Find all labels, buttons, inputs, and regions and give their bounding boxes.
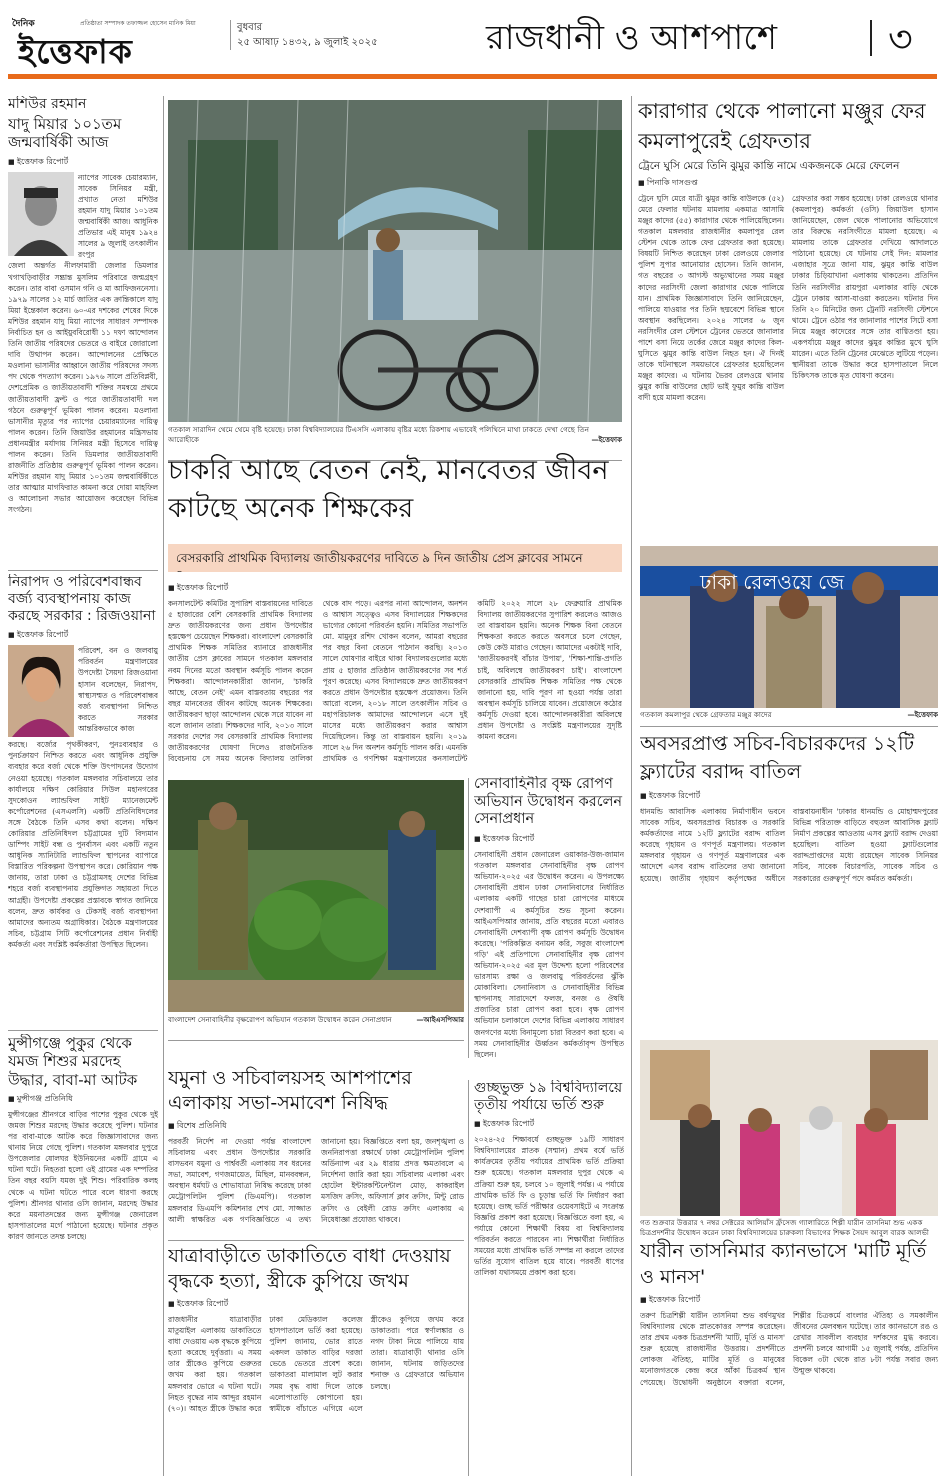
article-deck: বেসরকারি প্রাথমিক বিদ্যালয় জাতীয়করণের দাবিতে ৯ দিন জাতীয় প্রেস ক্লাবের সামনে [168, 544, 622, 572]
article-body: জেলা অন্তর্গত নীলফামারী জেলার ডিমলার খগাখড়িবাড়ীর সম্ভ্রান্ত মুসলিম পরিবারে জন্মগ্রহণ করেন। তার বাবা ওসমান গনি ও মা আফিজননেসা। ১৯৭৯ সালের ১২ মার্চ জাতির এক ক্রান্তিকালে যাদু মিয়া ইন্তেকাল করেন। ৬০-এর দশকের শেষের দিকে মশিউর রহমান যাদু মিয়া ন্যাপের সাধারণ সম্পাদক নির্বাচিত হন ও আইয়ুববিরোধী ১১ দফা আন্দোলন তিনি জাতীয় পরিষদের ভেতরে ও বাইরে জোরালো দাবি উত্থাপন করেন। আন্দোলনের প্রেক্ষিতে মওলানা ভাসানীর আহ্বানে জাতীয় পরিষদের সদস্য পদ থেকে পদত্যাগ করেন। ১৯৭৬ সালে প্রতিবিপ্লবী, দেশপ্রেমিক ও জাতীয়তাবাদী শক্তির সমন্বয়ে প্রথমে জাতীয়তাবাদী ফ্রন্ট ও পরে জাতীয়তাবাদী দল গঠনে গুরুত্বপূর্ণ ভূমিকা পালন করেন। মওলানা ভাসানীর মৃত্যুর পর ন্যাপের চেয়ারম্যানের দায়িত্ব পালন করেন। তিনি জিয়াউর রহমানের মন্ত্রিসভায় প্রধানমন্ত্রীর মর্যাদায় সিনিয়র মন্ত্রী হিসেবে দায়িত্ব পালন করেন। তিনি ডিমলার জাতীয়তাবাদী রাজনীতি প্রতিষ্ঠায় গুরুত্বপূর্ণ ভূমিকা পালন করেন। মশিউর রহমান যাদু মিয়ার ১০১তম জন্মবার্ষিকীতে তার আত্মার মাগফিরাত কামনা করে দোয়া মাহফিল ও আলোচনা সভার আয়োজন করেছেন বিভিন্ন সংগঠন। [8, 261, 158, 515]
article-body: ২০২৪-২৫ শিক্ষাবর্ষে গুচ্ছভুক্ত ১৯টি সাধারণ বিশ্ববিদ্যালয়ের স্নাতক (সম্মান) প্রথম বর্ষে ভর্তি কার্যক্রমের তৃতীয় পর্যায়ের প্রাথমিক ভর্তি প্রক্রিয়া শুরু হয়েছে। গতকাল মঙ্গলবার দুপুর থেকে এ প্রক্রিয়া শুরু হয়, চলবে ১০ জুলাই পর্যন্ত। এ পর্যায়ে প্রাথমিক ভর্তি ফি ও চূড়ান্ত ভর্তি ফি নির্ধারণ করা হয়েছে। গুচ্ছ ভর্তি পরীক্ষার ওয়েবসাইটে এ সংক্রান্ত বিজ্ঞপ্তি প্রকাশ করা হয়েছে। বিজ্ঞপ্তিতে বলা হয়, এ পর্যায়ে কোনো শিক্ষার্থী বিষয় বা বিশ্ববিদ্যালয় পরিবর্তন করতে পারবেন না। শিক্ষার্থীরা নির্ধারিত সময়ের মধ্যে প্রাথমিক ভর্তি সম্পন্ন না করলে তাদের ভর্তির সুযোগ বাতিল হয়ে যাবে। পরবর্তী ধাপের তালিকা যথাসময়ে প্রকাশ করা হবে। [474, 1135, 624, 1278]
article-body: সেনাবাহিনী প্রধান জেনারেল ওয়াকার-উজ-জামান গতকাল মঙ্গলবার সেনাবাহিনীর বৃক্ষ রোপণ অভিযান-২০২৫ এর উদ্বোধন করেন। এ উপলক্ষ্যে সেনাবাহিনী প্রধান ঢাকা সেনানিবাসের নির্ধারিত এলাকায় একটি গাছের চারা রোপণের মাধ্যমে দেশব্যাপী এ কর্মসূচির শুভ সূচনা করেন। আইএসপিআর জানায়, প্রতি বছরের মতো এবারও সেনাবাহিনী দেশব্যাপী বৃক্ষ রোপণ কর্মসূচি উদ্বোধন করেছে। 'পরিকল্পিত বনায়ন করি, সবুজ বাংলাদেশ গড়ি' এই প্রতিপাদ্যে সেনাবাহিনীর বৃক্ষ রোপণ অভিযান-২০২৫ এর মূল উদ্দেশ্য হলো পরিবেশের ভারসাম্য রক্ষা ও জলবায়ু পরিবর্তনের ঝুঁকি মোকাবিলা। সেনানিবাস ও সেনাবাহিনীর বিভিন্ন স্থাপনাসহ সারাদেশে ফলজ, বনজ ও ঔষধি প্রজাতির চারা রোপণ করা হবে। বৃক্ষ রোপণ অভিযান চলাকালে দেশের বিভিন্ন এলাকায় সাধারণ জনগণের মধ্যে বিনামূল্যে চারা বিতরণ করা হবে। এ সময় সেনাবাহিনীর ঊর্ধ্বতন কর্মকর্তাবৃন্দ উপস্থিত ছিলেন। [474, 850, 624, 1059]
exhibition-photo [640, 1040, 938, 1216]
page-number: ৩ [888, 17, 913, 61]
logo-tagline: প্রতিষ্ঠাতা সম্পাদক তফাজ্জল হোসেন মানিক মিয়া [80, 20, 196, 27]
portrait-photo [8, 645, 74, 737]
arrest-photo [640, 546, 938, 708]
article-headline[interactable]: চাকরি আছে বেতন নেই, মানবেতর জীবন কাটছে অনেক শিক্ষকের [168, 455, 609, 524]
caption-text: গত শুক্রবার উত্তরার ৭ নম্বর সেক্টরের আলিয়াঁস ফ্রঁসেজ গ্যালারিতে শিল্পী যারীন তাসনিমা শুভ একক চিত্রপ্রদর্শনীর উদ্বোধন করেন ঢাকা বিশ্ববিদ্যালয়ের চারুকলা বিভাগের শিক্ষক সৈয়দ আবুল বারক আলভী [640, 1218, 929, 1237]
teachers-headline-block [168, 450, 622, 550]
masthead [8, 6, 937, 72]
article-byline: ■ মুন্সীগঞ্জ প্রতিনিধি [8, 1093, 158, 1106]
article-admission [474, 1080, 624, 1478]
article-intro: ন্যাপের সাবেক চেয়ারম্যান, সাবেক সিনিয়র মন্ত্রী, প্রখ্যাত নেতা মশিউর রহমান যাদু মিয়ার ১০১তম জন্মবার্ষিকী আজ। আধুনিক প্রতিভার এই মানুষ ১৯২৪ সালের ৯ জুলাই তৎকালীন রংপুর [78, 172, 158, 260]
article-headline[interactable]: নিরাপদ ও পরিবেশবান্ধব বর্জ্য ব্যবস্থাপনায় কাজ করছে সরকার : রিজওয়ানা [8, 574, 156, 625]
divider [8, 570, 158, 571]
article-byline: ■ ইত্তেফাক রিপোর্ট [640, 1294, 938, 1307]
photo-credit: —আইএসপিআর [416, 1016, 464, 1024]
column-rule [468, 778, 469, 1058]
edition-full-date: ২৫ আষাঢ় ১৪৩২, ৯ জুলাই ২০২৫ [237, 37, 378, 48]
caption-text: বাংলাদেশ সেনাবাহিনীর বৃক্ষরোপণ অভিযান গতকাল উদ্বোধন করেন সেনাপ্রধান [168, 1015, 392, 1024]
caption-text: গতকাল সারাদিন থেমে থেমে বৃষ্টি হয়েছে। ঢাকা বিশ্ববিদ্যালয়ের টিএসসি এলাকায় বৃষ্টির মধ্যে রিকশায় এভাবেই পলিথিনে মাথা ঢাকতে দেখা গেছে তিন আরোহীকে [168, 425, 590, 444]
article-byline: ■ ইত্তেফাক রিপোর্ট [640, 790, 938, 803]
article-headline[interactable]: যারীন তাসনিমার ক্যানভাসে 'মাটি মূর্তি ও মানস' [640, 1240, 927, 1288]
header-rule [8, 74, 937, 79]
article-intro: পরিবেশ, বন ও জলবায়ু পরিবর্তন মন্ত্রণালয়ের উপদেষ্টা সৈয়দা রিজওয়ানা হাসান বলেছেন, নিরাপদ, স্বাস্থ্যসম্মত ও পরিবেশবান্ধব বর্জ্য ব্যবস্থাপনা নিশ্চিত করতে সরকার আন্তরিকভাবে কাজ [78, 646, 158, 733]
article-body-continued: গ্রেফতার করা সম্ভব হয়েছে। ঢাকা রেলওয়ে থানার (কমলাপুর) কর্মকর্তা (ওসি) জিয়াউল হাসান জানিয়েছেন, জেল থেকে পালানোর অভিযোগে তার বিরুদ্ধে নরসিংদীতে মামলা হয়েছে। এ মামলায় তাকে গ্রেফতার দেখিয়ে আদালতে পাঠানো হয়েছে। যে ঘটনায় সেই দিন: মামলার এজাহার সূত্রে জানা যায়, ঝুমুর কান্তি বাউল ঢাকার চিড়িয়াখানা এলাকায় থাকতেন। প্রতিদিন তিনি নরসিংদীর রায়পুরা এলাকার বাড়ি থেকে ট্রেনে ঢাকায় আসা-যাওয়া করতেন। ঘটনার দিন তিনি ২০ মিনিটের জন্য ট্রেনটি নরসিংদী স্টেশনে থামে। ট্রেনে ওঠার পর জানালার পাশের সিটে বসা নিয়ে মঞ্জুর কাদেরের সঙ্গে তার বাগ্বিতণ্ডা হয়। একপর্যায়ে মঞ্জুর কাদের ঝুমুর কান্তির মুখে ঘুসি মারেন। এতে তিনি ট্রেনের মেঝেতে লুটিয়ে পড়েন। স্থানীয়রা তাকে উদ্ধার করে হাসপাতালে নিলে চিকিৎসক তাকে মৃত ঘোষণা করেন। [792, 193, 938, 381]
article-headline[interactable]: যাদু মিয়ার ১০১তম জন্মবার্ষিকী আজ [8, 115, 122, 152]
page-section-title: রাজধানী ও আশপাশে [486, 18, 778, 58]
edition-day: বুধবার [237, 22, 263, 33]
article-twins [8, 1034, 158, 1478]
newspaper-logo[interactable] [12, 16, 202, 71]
article-body: রাজধানীর যাত্রাবাড়ীর মাতুয়াইল এলাকায় ডাকাতিতে বাধা দেওয়ায় এক বৃদ্ধকে কুপিয়ে হত্যা করেছে দুর্বৃত্তরা। এ সময় তার স্ত্রীকেও কুপিয়ে গুরুতর জখম করা হয়। গতকাল মঙ্গলবার ভোরে এ ঘটনা ঘটে। নিহত বৃদ্ধের নাম আব্দুর রহমান (৭০)। আহত স্ত্রীকে উদ্ধার করে ঢাকা মেডিক্যাল কলেজ হাসপাতালে ভর্তি করা হয়েছে। পুলিশ জানায়, ভোর রাতে একদল ডাকাত বাড়ির দরজা ভেঙে ভেতরে প্রবেশ করে। ডাকাতরা মালামাল লুট করার সময় বৃদ্ধ বাধা দিলে তাকে এলোপাতাড়ি কোপানো হয়। স্বামীকে বাঁচাতে এগিয়ে এলে স্ত্রীকেও কুপিয়ে জখম করে ডাকাতরা। পরে স্বর্ণালঙ্কার ও নগদ টাকা নিয়ে পালিয়ে যায় তারা। যাত্রাবাড়ী থানার ওসি জানান, ঘটনায় জড়িতদের শনাক্ত ও গ্রেফতারে অভিযান চলছে। [168, 1315, 464, 1413]
article-headline[interactable]: যাত্রাবাড়ীতে ডাকাতিতে বাধা দেওয়ায় বৃদ্ধকে হত্যা, স্ত্রীকে কুপিয়ে জখম [168, 1245, 451, 1292]
photo-credit: —ইত্তেফাক [591, 436, 622, 444]
article-headline[interactable]: কারাগার থেকে পালানো মঞ্জুর ফের কমলাপুরেই গ্রেফতার [638, 99, 926, 153]
article-byline: ■ ইত্তেফাক রিপোর্ট [474, 1118, 624, 1131]
signboard-text: ঢাকা রেলওয়ে জে [700, 570, 845, 594]
article-byline: ■ ইত্তেফাক রিপোর্ট [168, 1298, 464, 1311]
article-byline: ■ বিশেষ প্রতিনিধি [168, 1120, 464, 1133]
article-author: মশিউর রহমান [8, 96, 87, 112]
article-deck: ট্রেনে ঘুসি মেরে তিনি ঝুমুর কান্তি নামে একজনকে মেরে ফেলেন [638, 160, 900, 172]
article-byline: ■ ইত্তেফাক রিপোর্ট [8, 629, 158, 642]
portrait-photo [8, 172, 74, 256]
article-teachers [168, 578, 622, 774]
article-headline[interactable]: যমুনা ও সচিবালয়সহ আশপাশের এলাকায় সভা-সমাবেশ নিষিদ্ধ [168, 1067, 412, 1114]
logo-wordmark: ইত্তেফাক [18, 32, 133, 71]
article-byline: ■ ইত্তেফাক রিপোর্ট [474, 833, 624, 846]
column-rule [631, 96, 632, 1476]
article-body: করছে। বর্জ্যের পৃথকীকরণ, পুনঃব্যবহার ও পুনর্চক্রায়ণ নিশ্চিত করতে এবং আধুনিক প্রযুক্তি ব্যবহার করে বর্জ্য থেকে শক্তি উৎপাদনের উদ্যোগ নেওয়া হয়েছে। গতকাল মঙ্গলবার সচিবালয়ে তার কার্যালয়ে দক্ষিণ কোরিয়ার সিউল মহানগরের সুদকোওন ল্যান্ডফিল সাইট ম্যানেজমেন্ট কর্পোরেশনের (এসএলসি) একটি প্রতিনিধিদলের সঙ্গে বৈঠকে তিনি এসব কথা বলেন। দক্ষিণ কোরিয়ার প্রতিনিধিদল চট্টগ্রামের দুটি বিদ্যমান ডাম্পিং সাইট বন্ধ ও পুনর্বাসন এবং একটি নতুন আধুনিক স্যানিটারি ল্যান্ডফিল স্থাপনের ব্যাপারে বিস্তারিত পরিকল্পনা উপস্থাপন করে। কোরিয়ান পক্ষ জানায়, তারা ঢাকা ও চট্টগ্রামসহ দেশের বিভিন্ন শহরে বর্জ্য ব্যবস্থাপনায় প্রযুক্তিগত সহায়তা দিতে আগ্রহী। উপদেষ্টা প্রকল্পের প্রস্তাবকে স্বাগত জানিয়ে বলেন, দ্রুত কার্যকর ও টেকসই বর্জ্য ব্যবস্থাপনা আমাদের অন্যতম অগ্রাধিকার। বৈঠকে মন্ত্রণালয়ের সচিব, চট্টগ্রাম সিটি কর্পোরেশনের প্রধান নির্বাহী কর্মকর্তা এবং সংশ্লিষ্ট কর্মকর্তারা উপস্থিত ছিলেন। [8, 740, 158, 949]
article-army [474, 776, 624, 1066]
photo-caption [640, 1218, 938, 1238]
tree-plantation-photo [168, 780, 464, 1012]
article-body: মুন্সীগঞ্জের শ্রীনগরে বাড়ির পাশের পুকুর থেকে দুই জমজ শিশুর মরদেহ উদ্ধার করেছে পুলিশ। ঘটনার পর বাবা-মাকে আটক করে জিজ্ঞাসাবাদের জন্য থানায় নিয়ে গেছে পুলিশ। গতকাল মঙ্গলবার দুপুরে উপজেলার ষোলঘর ইউনিয়নের একটি গ্রামে এ ঘটনা ঘটে। নিহতরা হলো ওই গ্রামের এক দম্পতির তিন বছর বয়সি যমজ দুই শিশু। পরিবারিক কলহ থেকে এ ঘটনা ঘটতে পারে বলে ধারণা করছে পুলিশ। শ্রীনগর থানার ওসি জানান, মরদেহ উদ্ধার করে ময়নাতদন্তের জন্য মুন্সীগঞ্জ জেনারেল হাসপাতালের মর্গে পাঠানো হয়েছে। ঘটনার প্রকৃত কারণ জানতে তদন্ত চলছে। [8, 1109, 158, 1241]
logo-prefix: দৈনিক [12, 19, 35, 29]
article-headline[interactable]: সেনাবাহিনীর বৃক্ষ রোপণ অভিযান উদ্বোধন করলেন সেনাপ্রধান [474, 776, 623, 828]
article-headline[interactable]: মুন্সীগঞ্জে পুকুর থেকে যমজ শিশুর মরদেহ উদ্ধার, বাবা-মা আটক [8, 1034, 138, 1089]
column-rule [163, 96, 164, 1476]
article-byline: ■ ইত্তেফাক রিপোর্ট [168, 582, 622, 595]
photo-caption [168, 1015, 464, 1037]
article-headline[interactable]: গুচ্ছভুক্ত ১৯ বিশ্ববিদ্যালয়ে তৃতীয় পর্যায়ে ভর্তি শুরু [474, 1080, 623, 1114]
article-prison [638, 96, 938, 536]
article-headline[interactable]: অবসরপ্রাপ্ত সচিব-বিচারকদের ১২টি ফ্ল্যাটের বরাদ্দ বাতিল [640, 732, 915, 783]
photo-credit: —ইত্তেফাক [907, 711, 938, 719]
article-byline: ■ ইত্তেফাক রিপোর্ট [8, 156, 158, 169]
photo-caption [640, 710, 938, 724]
article-body: তরুণ চিত্রশিল্পী যারীন তাসনিমা শুভ বর্ষণমুখর বিশ্ববিদ্যালয় থেকে স্নাতকোত্তর সম্পন্ন করেছেন। তার প্রথম একক চিত্রপ্রদর্শনী 'মাটি, মূর্তি ও মানস' শুরু হয়েছে রাজধানীর উত্তরায়। প্রদর্শনীতে লোকজ ঐতিহ্য, মাটির মূর্তি ও মানুষের মনোজগতকে কেন্দ্র করে আঁকা চিত্রকর্ম স্থান পেয়েছে। উদ্বোধনী অনুষ্ঠানে বক্তারা বলেন, শিল্পীর চিত্রকর্মে বাংলার ঐতিহ্য ও সমকালীন জীবনের মেলবন্ধন ঘটেছে। তার ক্যানভাসে রঙ ও রেখার সাবলীল ব্যবহার দর্শকদের মুগ্ধ করবে। প্রদর্শনী চলবে আগামী ১৫ জুলাই পর্যন্ত, প্রতিদিন বিকেল ৩টা থেকে রাত ৮টা পর্যন্ত সবার জন্য উন্মুক্ত থাকবে। [640, 1311, 938, 1387]
caption-text: গতকাল কমলাপুর থেকে গ্রেফতার মঞ্জুর কাদের [640, 710, 772, 719]
article-rizwana [8, 574, 158, 1024]
article-body: ধানমন্ডি আবাসিক এলাকায় নির্মাণাধীন ভবনে সাবেক সচিব, অবসরপ্রাপ্ত বিচারক ও সরকারি কর্মকর্তাদের নামে ১২টি ফ্ল্যাটের বরাদ্দ বাতিল করেছে গৃহায়ন ও গণপূর্ত মন্ত্রণালয়। গতকাল মঙ্গলবার গৃহায়ন ও গণপূর্ত মন্ত্রণালয়ের এক আদেশে এসব বরাদ্দ বাতিলের তথ্য জানানো হয়েছে। জাতীয় গৃহায়ণ কর্তৃপক্ষের অধীনে বাস্তবায়নাধীন 'ঢাকার ধানমন্ডি ও মোহাম্মদপুরের বিভিন্ন পরিত্যক্ত বাড়িতে বহুতল আবাসিক ফ্ল্যাট নির্মাণ প্রকল্পের আওতায় এসব ফ্ল্যাট বরাদ্দ দেওয়া হয়েছিল। বাতিল হওয়া ফ্ল্যাটগুলোর বরাদ্দপ্রাপ্তদের মধ্যে রয়েছেন সাবেক সিনিয়র সচিব, সাবেক বিচারপতি, সাবেক সচিব ও সরকারের গুরুত্বপূর্ণ পদে কর্মরত কর্মকর্তা। [640, 807, 938, 883]
rickshaw-rain-photo [168, 100, 622, 422]
article-body: ট্রেনে ঘুসি মেরে যাত্রী ঝুমুর কান্তি বাউলকে (৫২) মেরে ফেলার ঘটনায় মামলায় একমাত্র আসামি মঞ্জুর কাদের (৫৫) কারাগার থেকে পালিয়েছিলেন। গতকাল মঙ্গলবার রাজধানীর কমলাপুর রেল স্টেশন থেকে তাকে ফের গ্রেফতার করা হয়েছে। বিষয়টি নিশ্চিত করেছেন ঢাকা রেলওয়ে জেলার পুলিশ সুপার আনোয়ার হোসেন। তিনি জানান, গত বছরের ৩ আগস্ট অভ্যুত্থানের সময় মঞ্জুর কাদের নরসিংদী জেলা কারাগার থেকে পালিয়ে যান। প্রাথমিক জিজ্ঞাসাবাদে তিনি জানিয়েছেন, পালিয়ে যাওয়ার পর তিনি ছদ্মবেশে বিভিন্ন স্থানে অবস্থান করছিলেন। ২০২৪ সালের ৬ জুন নরসিংদীর রেল স্টেশনে ট্রেনের ভেতরে জানালার পাশে বসা নিয়ে তর্কের জেরে মঞ্জুর কাদের কিল-ঘুসিতে ঝুমুর কান্তি বাউল নিহত হন। ঐ দিনই তাকে ঘটনাস্থলে সময়ভাবে গ্রেফতার হয়েছিলেন মঞ্জুর কাদের। এ ঘটনায় ভৈরব রেলওয়ে থানায় ঝুমুর কান্তি বাউলের ছোট ভাই ফুমুর কান্তি বাউল বাদী হয়ে মামলা করেন। [638, 193, 784, 403]
article-jamuna [168, 1066, 464, 1236]
article-body: কনসালটেন্ট কমিটির সুপারিশ বাস্তবায়নের দাবিতে ৫ হাজারের বেশি বেসরকারি প্রাথমিক বিদ্যালয় দ্রুত জাতীয়করণের জন্য প্রধান উপদেষ্টার হস্তক্ষেপ চেয়েছেন শিক্ষকরা। বাংলাদেশ বেসরকারি প্রাথমিক শিক্ষক সমিতির ব্যানারে রাজধানীর জাতীয় প্রেস ক্লাবের সামনে গতকাল মঙ্গলবার নবম দিনের মতো অবস্থান কর্মসূচি পালন করেন শিক্ষকরা। আন্দোলনকারীরা জানান, 'চাকরি আছে, বেতন নেই' এমন বাস্তবতায় বছরের পর বছর মানবেতর জীবন কাটছে অনেক শিক্ষকের। জাতীয়করণ ছাড়া আন্দোলন থেকে সরে যাবেন না বলে জানান তারা। শিক্ষকদের দাবি, ২০১৩ সালে সরকার দেশের সব বেসরকারি প্রাথমিক বিদ্যালয় জাতীয়করণের ঘোষণা দিলেও রাজনৈতিক বিবেচনায় সে সময় অনেক বিদ্যালয় তালিকা থেকে বাদ পড়ে। এরপর নানা আন্দোলন, অনশন ও আশ্বাস সত্ত্বেও এসব বিদ্যালয়ের শিক্ষকদের ভাগ্যের কোনো পরিবর্তন হয়নি। সমিতির সভাপতি মো. মামুনুর রশিদ খোকন বলেন, আমরা বছরের পর বছর বিনা বেতনে পাঠদান করছি। ২০১৩ সালে ঘোষণার বাইরে থাকা বিদ্যালয়গুলোর মধ্যে প্রায় ৫ হাজার প্রতিষ্ঠান জাতীয়করণের সব শর্ত পূরণ করেছে। এসব বিদ্যালয়কে দ্রুত জাতীয়করণ করতে প্রধান উপদেষ্টার হস্তক্ষেপ প্রয়োজন। তিনি আরো বলেন, ২০১৮ সালে তৎকালীন সচিব ও মহাপরিচালক আমাদের আন্দোলনে এসে দুই মাসের মধ্যে জাতীয়করণ করার আশ্বাস দিয়েছিলেন। কিন্তু তা বাস্তবায়ন হয়নি। ২০১৯ সালে ২৬ দিন অনশন কর্মসূচি পালন করি। এমনকি প্রাথমিক ও গণশিক্ষা মন্ত্রণালয়ের কনসালটেন্ট কমিটি ২০২২ সালে ২৮ ফেব্রুয়ারি প্রাথমিক বিদ্যালয় জাতীয়করণের সুপারিশ করলেও আজও তা বাস্তবায়ন হয়নি। অনেক শিক্ষক বিনা বেতনে শিক্ষকতা করতে করতে অবসরে চলে গেছেন, কেউ কেউ মারাও গেছেন। আমাদের একটাই দাবি, 'জাতীয়করণই বাঁচার উপায়', 'শিক্ষা-শান্তি-প্রগতি চাই, অবিলম্বে জাতীয়করণ চাই'। বাংলাদেশ বেসরকারি প্রাথমিক শিক্ষক সমিতির পক্ষ থেকে জানানো হয়, দাবি পূরণ না হওয়া পর্যন্ত তারা অবস্থান কর্মসূচি চালিয়ে যাবেন। প্রয়োজনে কঠোর কর্মসূচি দেওয়া হবে। আন্দোলনকারীরা অবিলম্বে প্রধান উপদেষ্টা ও সংশ্লিষ্ট মন্ত্রণালয়ের সুদৃষ্টি কামনা করেন। [168, 599, 622, 764]
article-jatrabari [168, 1244, 464, 1478]
article-byline: ■ পিনাকি দাসগুপ্ত [638, 177, 938, 190]
divider [168, 1240, 464, 1241]
divider [8, 1030, 158, 1031]
article-secretary [640, 730, 938, 1030]
article-jadu [8, 96, 158, 566]
divider [640, 726, 938, 727]
article-body: পরবর্তী নির্দেশ না দেওয়া পর্যন্ত বাংলাদেশ সচিবালয় এবং প্রধান উপদেষ্টার সরকারি বাসভবন যমুনা ও পার্শ্ববর্তী এলাকায় সব ধরনের সভা, সমাবেশ, গণজমায়েত, মিছিল, মানববন্ধন, অবস্থান ধর্মঘট ও শোভাযাত্রা নিষিদ্ধ করেছে ঢাকা মেট্রোপলিটন পুলিশ (ডিএমপি)। গতকাল মঙ্গলবার ডিএমপি কমিশনার শেখ মো. সাজ্জাত আলী স্বাক্ষরিত এক গণবিজ্ঞপ্তিতে এ তথ্য জানানো হয়। বিজ্ঞপ্তিতে বলা হয়, জনশৃঙ্খলা ও জননিরাপত্তা রক্ষার্থে ঢাকা মেট্রোপলিটন পুলিশ অর্ডিন্যান্স এর ২৯ ধারায় প্রদত্ত ক্ষমতাবলে এ নির্দেশনা জারি করা হয়। সচিবালয় এলাকা এবং হোটেল ইন্টারকন্টিনেন্টাল মোড়, কাকরাইল মসজিদ ক্রসিং, অফিসার্স ক্লাব ক্রসিং, মিন্টু রোড ক্রসিং ও বেইলী রোড ক্রসিং এলাকায় এ নিষেধাজ্ঞা প্রযোজ্য থাকবে। [168, 1137, 464, 1224]
article-exhibition [640, 1238, 938, 1478]
divider [168, 1040, 464, 1041]
edition-date [230, 20, 378, 50]
page-separator [870, 20, 872, 56]
column-rule [468, 1080, 469, 1476]
